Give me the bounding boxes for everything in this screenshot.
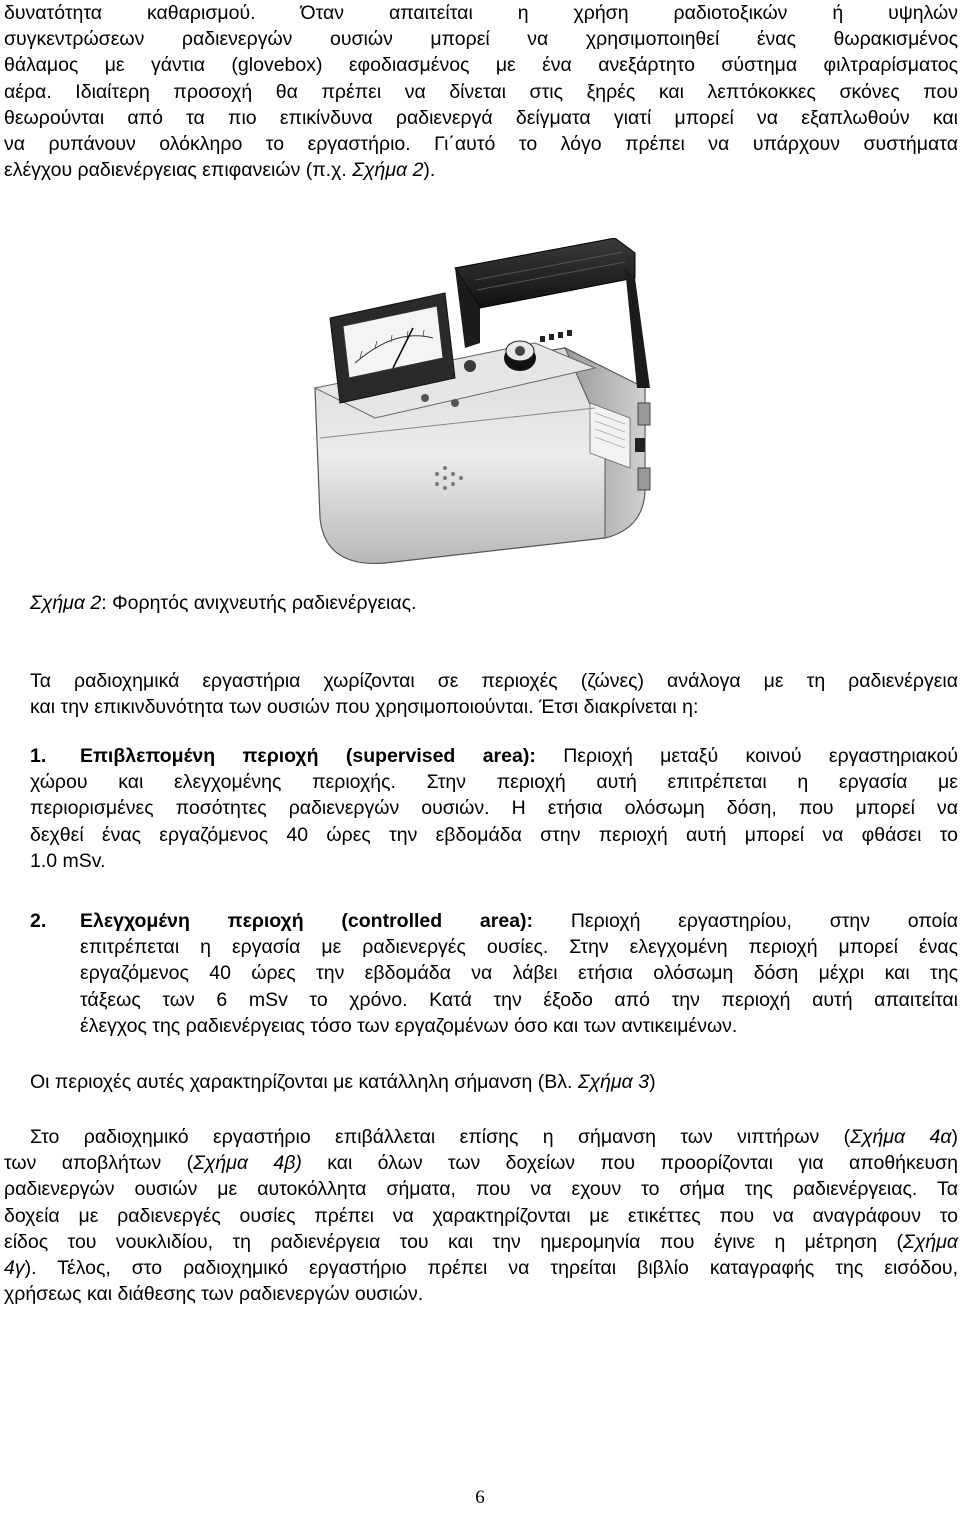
text-line bbox=[4, 1150, 958, 1176]
text-line: περιορισμένες ποσότητες ραδιενεργών ουσιών. Η ετήσια ολόσωμη δόση, που μπορεί να bbox=[30, 797, 958, 820]
zone-item-supervised bbox=[30, 743, 958, 874]
text-line: τάξεως των 6 mSv το χρόνο. Κατά την έξοδο από την περιοχή αυτή απαιτείται bbox=[80, 988, 958, 1011]
text-line: επιτρέπεται η εργασία με ραδιενεργές ουσίες. Στην ελεγχομένη περιοχή μπορεί ένας bbox=[80, 936, 958, 959]
text-segment: ελέγχου ραδιενέργειας επιφανειών (π.χ. bbox=[4, 159, 353, 182]
text-line: δυνατότητα καθαρισμού. Όταν απαιτείται η χρήση ραδιοτοξικών ή υψηλών bbox=[4, 2, 958, 24]
text-line bbox=[80, 743, 958, 769]
page-number: 6 bbox=[475, 1487, 485, 1508]
text-line: θεωρούνται από τα πιο επικίνδυνα ραδιενεργά δείγματα γιατί μπορεί να εξαπλωθούν και bbox=[4, 106, 958, 129]
text-line bbox=[4, 1229, 958, 1255]
figure-reference: Σχήμα 3 bbox=[577, 1071, 650, 1093]
text-line: εργαζόμενος 40 ώρες την εβδομάδα να λάβει ετήσια ολόσωμη δόση μέχρι και της bbox=[80, 962, 958, 985]
figure-caption bbox=[30, 590, 416, 616]
figure-reference: Σχήμα 4β) bbox=[193, 1152, 302, 1175]
text-line: ραδιενεργών ουσιών με αυτοκόλλητα σήματα, που να εχουν το σήμα της ραδιενέργειας. Τα bbox=[4, 1178, 958, 1201]
zones-intro-paragraph bbox=[30, 668, 958, 720]
item-term: Επιβλεπομένη περιοχή (supervised area): bbox=[80, 745, 536, 767]
text-segment: Οι περιοχές αυτές χαρακτηρίζονται με κατάλληλη σήμανση (Βλ. bbox=[30, 1071, 578, 1093]
text-line bbox=[4, 157, 958, 183]
item-number: 1. bbox=[30, 745, 47, 767]
text-line: Τα ραδιοχημικά εργαστήρια χωρίζονται σε περιοχές (ζώνες) ανάλογα με τη ραδιενέργεια bbox=[30, 670, 958, 692]
text-segment: είδος του νουκλιδίου, τη ραδιενέργεια του και την ημερομηνία που έγινε η μέτρηση ( bbox=[4, 1230, 904, 1253]
caption-text: : Φορητός ανιχνευτής ραδιενέργειας. bbox=[101, 592, 417, 614]
text-line: συγκεντρώσεων ραδιενεργών ουσιών μπορεί να χρησιμοποιηθεί ένας θωρακισμένος bbox=[4, 28, 958, 51]
text-line: χώρου και ελεγχομένης περιοχής. Στην περιοχή αυτή επιτρέπεται η εργασία με bbox=[30, 771, 958, 794]
figure-reference: 4γ bbox=[4, 1257, 25, 1280]
caption-label: Σχήμα 2 bbox=[30, 592, 102, 614]
text-segment: ) bbox=[649, 1071, 656, 1093]
text-segment: Περιοχή μεταξύ κοινού εργαστηριακού bbox=[535, 745, 958, 767]
text-line bbox=[4, 1255, 958, 1281]
text-line: να ρυπάνουν ολόκληρο το εργαστήριο. Γι΄αυτό το λόγο πρέπει να υπάρχουν συστήματα bbox=[4, 133, 958, 156]
text-segment: ) bbox=[951, 1126, 958, 1148]
radiation-detector-figure bbox=[305, 238, 665, 568]
text-line: θάλαμος με γάντια (glovebox) εφοδιασμένος με ένα ανεξάρτητο σύστημα φιλτραρίσματος bbox=[4, 54, 958, 77]
radiation-detector-illustration bbox=[305, 238, 665, 568]
text-segment: ). bbox=[423, 159, 436, 182]
text-line: χρήσεως και διάθεσης των ραδιενεργών ουσιών. bbox=[4, 1283, 424, 1306]
signage-sentence bbox=[30, 1069, 958, 1095]
text-segment: ). Τέλος, στο ραδιοχημικό εργαστήριο πρέπει να τηρείται βιβλίο καταγραφής της εισόδου, bbox=[24, 1257, 958, 1280]
text-line bbox=[4, 1124, 958, 1150]
item-number: 2. bbox=[30, 910, 47, 932]
text-segment: και όλων των δοχείων που προορίζονται για αποθήκευση bbox=[301, 1152, 958, 1175]
text-line bbox=[80, 908, 958, 934]
item-term: Ελεγχομένη περιοχή (controlled area): bbox=[80, 910, 534, 932]
figure-reference: Σχήμα 4α bbox=[850, 1126, 952, 1148]
text-line: έλεγχος της ραδιενέργειας τόσο των εργαζομένων όσο και των αντικειμένων. bbox=[80, 1014, 738, 1037]
text-segment: Περιοχή εργαστηρίου, στην οποία bbox=[533, 910, 958, 932]
figure-reference: Σχήμα 2 bbox=[352, 159, 424, 182]
text-segment: Στο ραδιοχημικό εργαστήριο επιβάλλεται επίσης η σήμανση των νιπτήρων ( bbox=[30, 1126, 851, 1148]
figure-reference: Σχήμα bbox=[903, 1230, 958, 1253]
text-line: δοχεία με ραδιενεργές ουσίες πρέπει να χαρακτηρίζονται με ετικέττες που να αναγράφουν το bbox=[4, 1204, 958, 1227]
text-line: και την επικινδυνότητα των ουσιών που χρησιμοποιούνται. Έτσι διακρίνεται η: bbox=[30, 696, 699, 719]
top-paragraph bbox=[4, 0, 958, 183]
text-line: δεχθεί ένας εργαζόμενος 40 ώρες την εβδομάδα στην περιοχή αυτή μπορεί να φθάσει το bbox=[30, 823, 958, 846]
zone-item-controlled bbox=[30, 908, 958, 1039]
text-line: αέρα. Ιδιαίτερη προσοχή θα πρέπει να δίνεται στις ξηρές και λεπτόκοκκες σκόνες που bbox=[4, 80, 958, 103]
text-line: 1.0 mSv. bbox=[30, 849, 106, 872]
final-paragraph bbox=[4, 1124, 958, 1307]
text-segment: των αποβλήτων ( bbox=[4, 1152, 194, 1175]
